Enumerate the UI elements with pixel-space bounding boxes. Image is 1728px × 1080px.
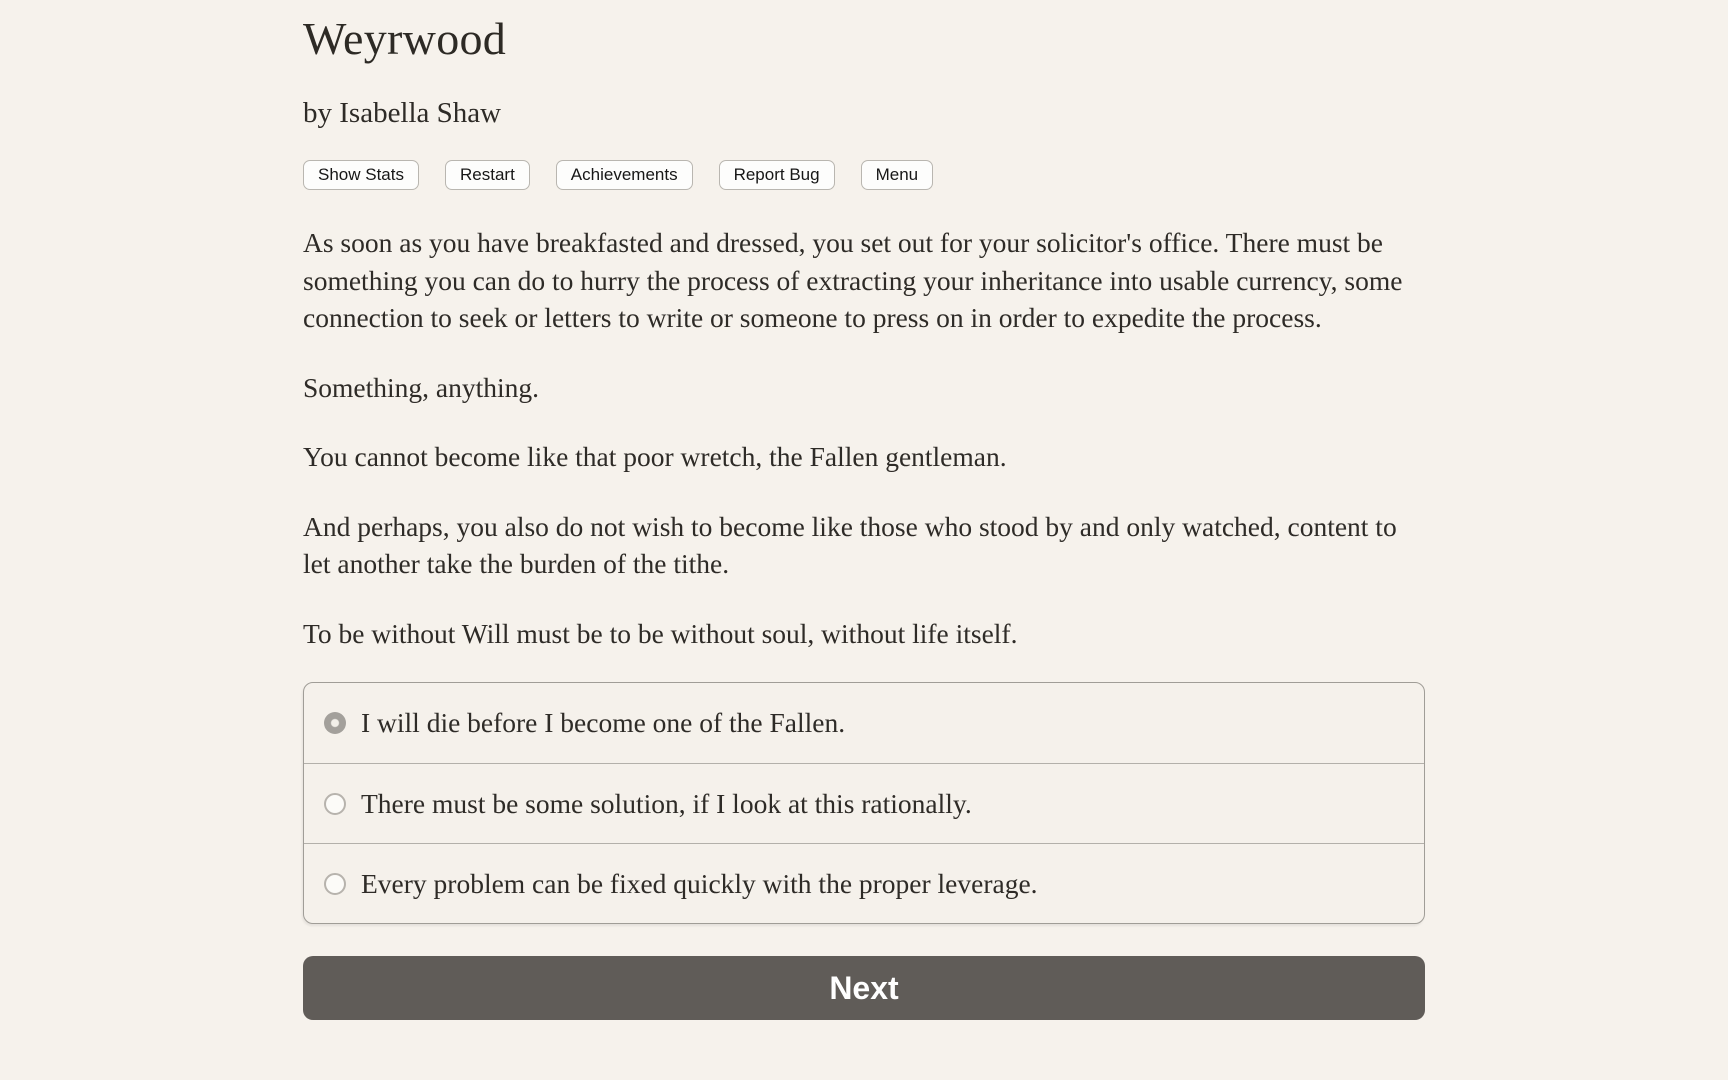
story-paragraph: As soon as you have breakfasted and dressed, you set out for your solicitor's office. There must be something you can do to hurry the process of extracting your inheritance into usable currency, some connection to seek or letters to write or someone to press on in order to expedite the process.	[303, 227, 1403, 334]
radio-button-icon[interactable]	[324, 793, 346, 815]
choice-option-1[interactable]	[304, 683, 1424, 763]
story-paragraph: Something, anything.	[303, 371, 540, 403]
story-text	[303, 224, 1425, 652]
story-paragraph: You cannot become like that poor wretch, the Fallen gentleman.	[303, 441, 1007, 473]
radio-button-icon[interactable]	[324, 712, 346, 734]
choice-option-label: I will die before I become one of the Fallen.	[361, 707, 846, 739]
radio-button-icon[interactable]	[324, 873, 346, 895]
choice-option-label: There must be some solution, if I look at this rationally.	[361, 787, 972, 819]
choice-option-label: Every problem can be fixed quickly with the proper leverage.	[361, 867, 1038, 899]
menu-button[interactable]: Menu	[861, 160, 934, 190]
toolbar	[303, 160, 1425, 190]
story-paragraph: To be without Will must be to be without soul, without life itself.	[303, 617, 1018, 649]
story-paragraph: And perhaps, you also do not wish to become like those who stood by and only watched, content to let another take the burden of the tithe.	[303, 510, 1397, 580]
game-title: Weyrwood	[303, 13, 507, 64]
game-page	[303, 0, 1425, 1020]
report-bug-button[interactable]: Report Bug	[719, 160, 835, 190]
show-stats-button[interactable]: Show Stats	[303, 160, 419, 190]
choice-list	[303, 682, 1425, 924]
choice-option-3[interactable]	[304, 843, 1424, 923]
restart-button[interactable]: Restart	[445, 160, 530, 190]
game-author-byline: by Isabella Shaw	[303, 96, 502, 129]
choice-option-2[interactable]	[304, 763, 1424, 843]
achievements-button[interactable]: Achievements	[556, 160, 693, 190]
next-button[interactable]: Next	[303, 956, 1425, 1020]
